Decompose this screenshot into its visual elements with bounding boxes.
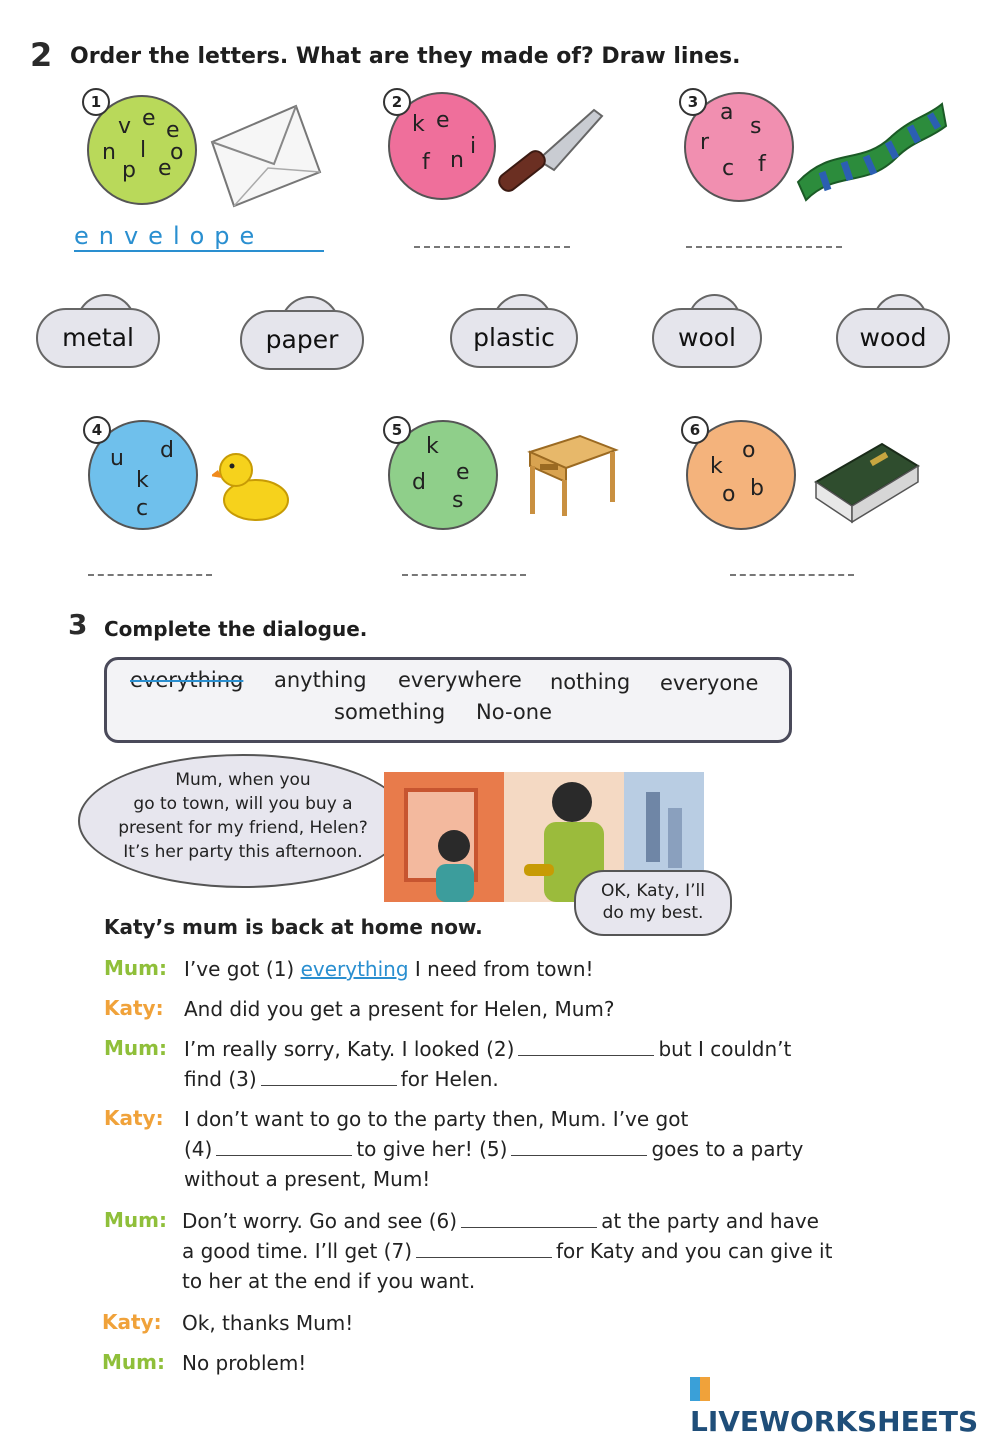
answer-1[interactable]: envelope <box>74 222 324 252</box>
book-icon <box>810 436 922 528</box>
speech-bubble-mum: OK, Katy, I’ll do my best. <box>574 870 732 936</box>
section-3-number: 3 <box>68 608 88 641</box>
answer-blank-6[interactable] <box>730 572 854 576</box>
answer-gap-4[interactable] <box>216 1137 352 1156</box>
dialogue-line-1: I’ve got (1) everything I need from town! <box>184 957 594 981</box>
answer-gap-7[interactable] <box>416 1239 552 1258</box>
material-wood[interactable]: wood <box>836 308 950 368</box>
scarf-icon <box>792 96 948 210</box>
material-metal[interactable]: metal <box>36 308 160 368</box>
speaker-katy-3: Katy: <box>102 1310 162 1334</box>
material-wool[interactable]: wool <box>652 308 762 368</box>
speaker-mum-4: Mum: <box>102 1350 165 1374</box>
speaker-katy-2: Katy: <box>104 1106 164 1130</box>
word-bank-no-one: No-one <box>476 700 552 724</box>
duck-icon <box>212 440 292 524</box>
knife-icon <box>494 104 606 200</box>
answer-blank-3[interactable] <box>686 244 842 248</box>
material-paper[interactable]: paper <box>240 310 364 370</box>
item-number-6: 6 <box>681 416 709 444</box>
item-number-5: 5 <box>383 416 411 444</box>
section-3-instruction: Complete the dialogue. <box>104 617 368 641</box>
item-number-4: 4 <box>83 416 111 444</box>
logo-icon <box>690 1377 710 1401</box>
section-2-number: 2 <box>30 36 53 74</box>
word-bank-anything: anything <box>274 668 367 692</box>
word-bank-everything: everything <box>130 668 244 692</box>
item-number-2: 2 <box>383 88 411 116</box>
answer-gap-5[interactable] <box>511 1137 647 1156</box>
answer-blank-5[interactable] <box>402 572 526 576</box>
dialogue-line-5: Don’t worry. Go and see (6) at the party and have a good time. I’ll get (7) for Katy and you can give it to her at the end if you want. <box>182 1209 833 1293</box>
word-bank-everyone: everyone <box>660 671 759 695</box>
speaker-mum-1: Mum: <box>104 956 167 980</box>
speech-bubble-katy: Mum, when you go to town, will you buy a present for my friend, Helen? It’s her party this afternoon. <box>78 754 408 888</box>
answer-gap-2[interactable] <box>518 1037 654 1056</box>
envelope-icon <box>204 102 326 208</box>
dialogue-subheading: Katy’s mum is back at home now. <box>104 915 483 939</box>
dialogue-line-3: I’m really sorry, Katy. I looked (2) but I couldn’t find (3) for Helen. <box>184 1037 792 1091</box>
word-bank-something: something <box>334 700 446 724</box>
dialogue-line-7: No problem! <box>182 1351 307 1375</box>
material-plastic[interactable]: plastic <box>450 308 578 368</box>
speaker-katy-1: Katy: <box>104 996 164 1020</box>
dialogue-line-2: And did you get a present for Helen, Mum? <box>184 997 615 1021</box>
dialogue-line-6: Ok, thanks Mum! <box>182 1311 354 1335</box>
desk-icon <box>520 432 620 518</box>
speaker-mum-2: Mum: <box>104 1036 167 1060</box>
speaker-mum-3: Mum: <box>104 1208 167 1232</box>
item-number-3: 3 <box>679 88 707 116</box>
answer-gap-6[interactable] <box>461 1209 597 1228</box>
word-bank-nothing: nothing <box>550 670 631 694</box>
dialogue-line-4: I don’t want to go to the party then, Mum. I’ve got (4) to give her! (5) goes to a party without a present, Mum! <box>184 1107 804 1191</box>
answer-blank-4[interactable] <box>88 572 212 576</box>
answer-blank-2[interactable] <box>414 244 570 248</box>
answer-gap-1[interactable]: everything <box>300 957 409 981</box>
word-bank-everywhere: everywhere <box>398 668 522 692</box>
answer-gap-3[interactable] <box>261 1067 397 1086</box>
liveworksheets-logo: LIVEWORKSHEETS <box>690 1372 1000 1438</box>
section-2-instruction: Order the letters. What are they made of? Draw lines. <box>70 44 741 69</box>
item-number-1: 1 <box>82 88 110 116</box>
